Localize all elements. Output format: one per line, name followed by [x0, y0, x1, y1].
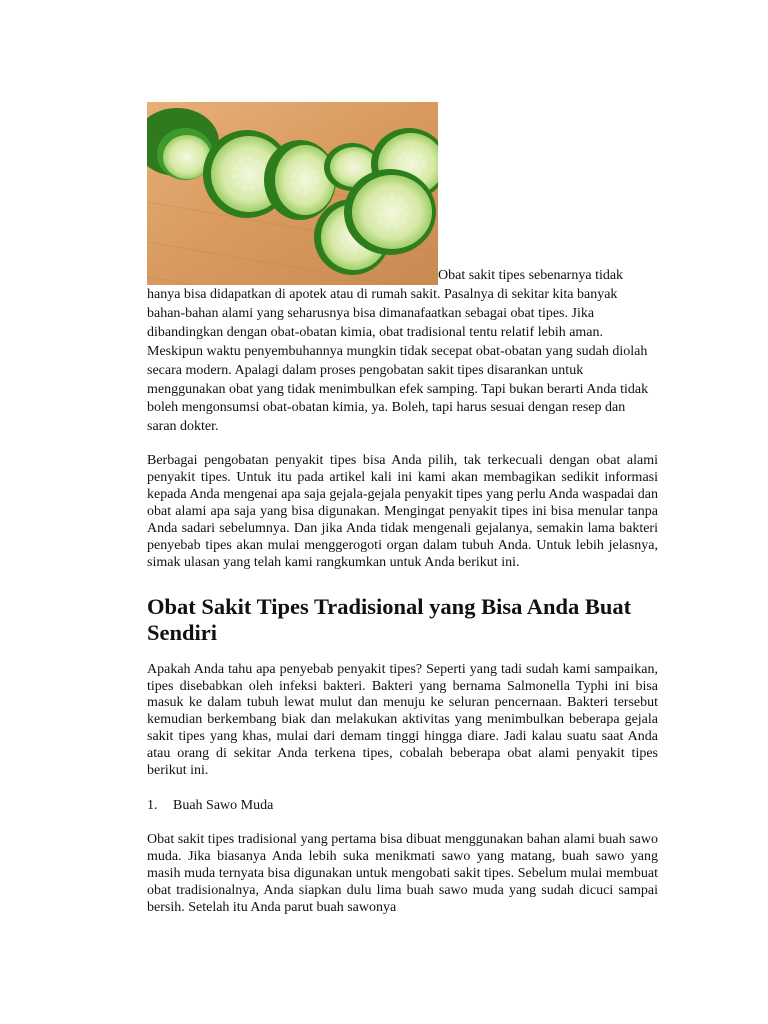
list-item-label: Buah Sawo Muda [173, 797, 274, 813]
section-heading: Obat Sakit Tipes Tradisional yang Bisa Anda Buat Sendiri [147, 593, 632, 645]
list-item [147, 797, 658, 814]
cucumber-slices-photo [147, 102, 438, 285]
intro-paragraph: Obat sakit tipes sebenarnya tidak hanya bisa didapatkan di apotek atau di rumah sakit. Pasalnya di sekitar kita banyak bahan-bahan alami yang seharusnya bisa dimanafaatkan sebagai obat tipes. Jika dibandingkan dengan obat-obatan kimia, obat tradisional tentu relatif lebih aman. Meskipun waktu penyembuhannya mungkin tidak secepat obat-obatan yang sudah diolah secara modern. Apalagi dalam proses pengobatan sakit tipes disarankan untuk menggunakan obat yang tidak menimbulkan efek samping. Tapi bukan berarti Anda tidak boleh mengonsumsi obat-obatan kimia, ya. Boleh, tapi harus sesuai dengan resep dan saran dokter. [147, 268, 649, 435]
fourth-paragraph: Obat sakit tipes tradisional yang pertama bisa dibuat menggunakan bahan alami buah sawo muda. Jika biasanya Anda lebih suka menikmati sawo yang matang, buah sawo yang masih muda ternyata bisa digunakan untuk mengobati sakit tipes. Sebelum mulai membuat obat tradisionalnya, Anda siapkan dulu lima buah sawo muda yang sudah dicuci sampai bersih. Setelah itu Anda parut buah sawonya [147, 831, 658, 915]
second-paragraph: Berbagai pengobatan penyakit tipes bisa Anda pilih, tak terkecuali dengan obat alami penyakit tipes. Untuk itu pada artikel kali ini kami akan membagikan sedikit informasi kepada Anda mengenai apa saja gejala-gejala penyakit tipes yang perlu Anda waspadai dan obat alami apa saja yang bisa digunakan. Mengingat penyakit tipes ini bisa menular tanpa Anda sadari sebelumnya. Dan jika Anda tidak mengenali gejalanya, semakin lama bakteri penyebab tipes akan mulai menggerogoti organ dalam tubuh Anda. Untuk lebih jelasnya, simak ulasan yang telah kami rangkumkan untuk Anda berikut ini. [147, 453, 658, 570]
list-item-number: 1. [147, 797, 158, 813]
third-paragraph: Apakah Anda tahu apa penyebab penyakit tipes? Seperti yang tadi sudah kami sampaikan, tipes disebabkan oleh infeksi bakteri. Bakteri yang bernama Salmonella Typhi ini bisa masuk ke dalam tubuh lewat mulut dan menuju ke seluran pencernaan. Bakteri tersebut kemudian berkembang biak dan melakukan aktivitas yang menimbulkan beberapa gejala sakit tipes yang khas, mulai dari demam tinggi hingga diare. Jadi kalau suatu saat Anda atau orang di sekitar Anda terkena tipes, cobalah beberapa obat alami penyakit tipes berikut ini. [147, 661, 658, 779]
document-page [147, 102, 658, 916]
